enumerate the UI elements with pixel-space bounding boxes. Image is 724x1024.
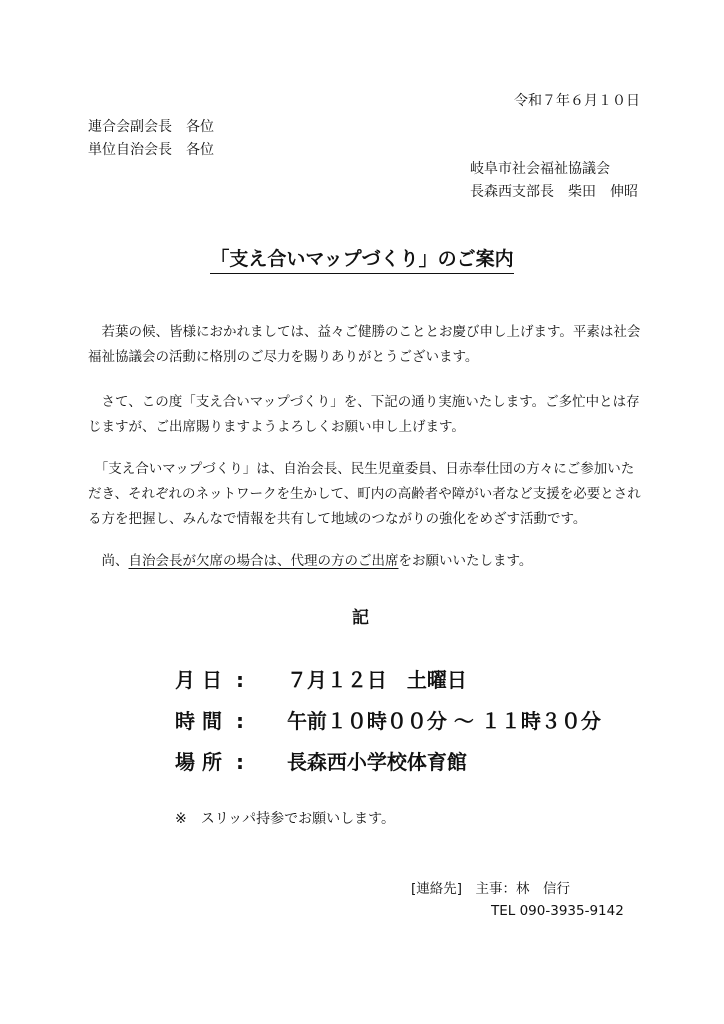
body-paragraph-2 (88, 390, 644, 440)
place-value: 長森西小学校体育館 (286, 750, 467, 774)
document-title (0, 244, 724, 271)
place-colon: : (235, 750, 244, 774)
date-label: 月 日 (175, 668, 222, 692)
body-paragraph-4-underlined: 自治会長が欠席の場合は、代理の方のご出席 (128, 553, 399, 569)
document-title-text: 「支え合いマップづくり」のご案内 (210, 248, 513, 274)
detail-row-date (175, 664, 467, 693)
date-colon: : (235, 668, 244, 692)
recipient-line-2: 単位自治会長 各位 (88, 142, 214, 158)
contact-person: [連絡先] 主事：林 信行 (411, 881, 571, 897)
detail-row-time (175, 705, 601, 734)
contact-phone: TEL 090-3935-9142 (491, 903, 624, 919)
time-label: 時 間 (175, 709, 222, 733)
body-paragraph-1-text: 若葉の候、皆様におかれましては、益々ご健勝のこととお慶び申し上げます。平素は社会福祉協議会の活動に格別のご尽力を賜りありがとうございます。 (88, 324, 641, 365)
body-paragraph-4-suffix: をお願いいたします。 (398, 553, 533, 569)
recipient-line-1: 連合会副会長 各位 (88, 119, 214, 135)
sender-name: 長森西支部長 柴田 伸昭 (470, 184, 638, 200)
body-paragraph-2-text: さて、この度「支え合いマップづくり」を、下記の通り実施いたします。ご多忙中とは存じますが、ご出席賜りますようよろしくお願い申し上げます。 (88, 394, 640, 435)
body-paragraph-4-prefix: 尚、 (101, 553, 129, 569)
body-paragraph-4 (88, 549, 644, 574)
slipper-note: ※ スリッパ持参でお願いします。 (175, 811, 396, 827)
body-paragraph-1 (88, 320, 644, 370)
detail-row-place (175, 746, 467, 775)
date-value: ７月１２日 土曜日 (286, 668, 467, 692)
time-value: 午前１０時００分 ～ １１時３０分 (286, 709, 601, 733)
body-paragraph-3 (88, 457, 644, 532)
sender-organization: 岐阜市社会福祉協議会 (470, 161, 610, 177)
document-date: 令和７年６月１０日 (514, 93, 640, 109)
time-colon: : (235, 709, 244, 733)
body-paragraph-3-text: 「支え合いマップづくり」は、自治会長、民生児童委員、日赤奉仕団の方々にご参加いただき、それぞれのネットワークを生かして、町内の高齢者や障がい者など支援を必要とされる方を把握し、みんなで情報を共有して地域のつながりの強化をめざす活動です。 (88, 461, 641, 527)
ki-heading: 記 (352, 608, 369, 628)
place-label: 場 所 (175, 750, 222, 774)
